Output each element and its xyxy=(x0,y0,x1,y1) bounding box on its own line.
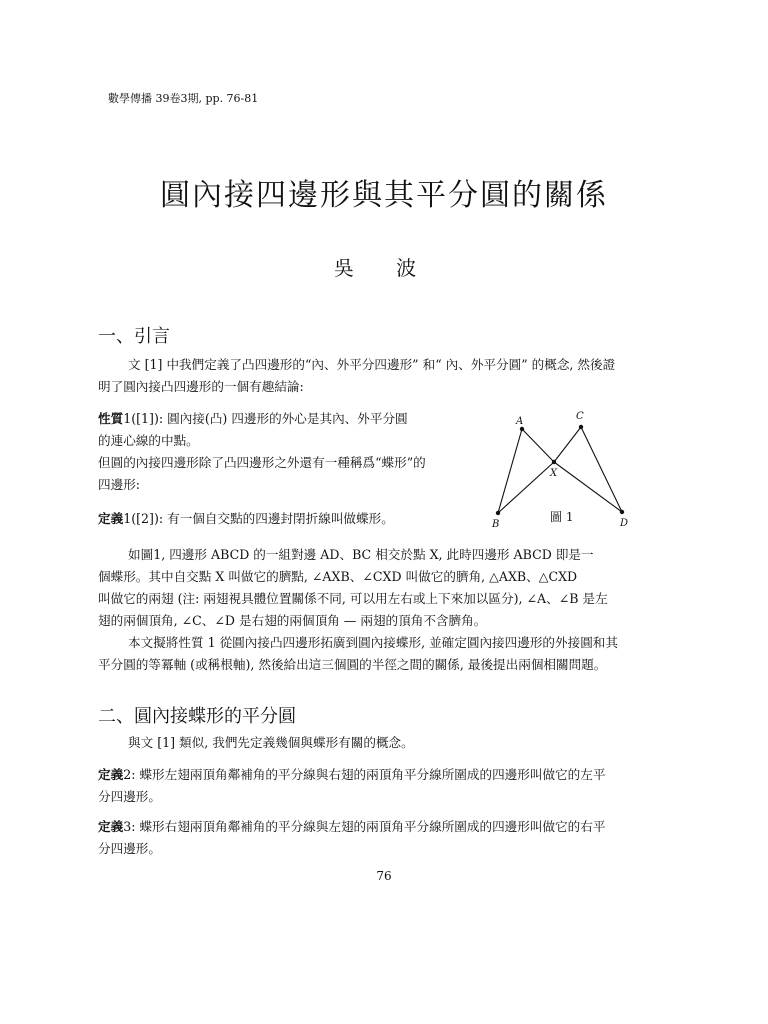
para3-line-1: 本文擬將性質 1 從圓內接凸四邊形拓廣到圓內接蝶形, 並確定圓內接四邊形的外接圓和其 xyxy=(128,635,618,650)
section-1-paragraph-3 xyxy=(98,632,618,676)
author-name: 吳 波 xyxy=(333,256,435,280)
definition-1-number: 1([2]): xyxy=(123,511,164,526)
journal-header: 數學傳播 39卷3期, pp. 76-81 xyxy=(108,92,259,105)
section-1-heading: 一、引言 xyxy=(98,326,170,347)
para2-line-3: 叫做它的兩翅 (注: 兩翅視具體位置關係不同, 可以用左右或上下來加以區分), ∠A、∠B 是左 xyxy=(98,591,608,606)
definition-3-label: 定義 xyxy=(98,819,124,834)
property-label: 性質 xyxy=(98,411,124,426)
figure-caption: 圖 1 xyxy=(550,510,574,524)
property-text-1: 圓內接(凸) 四邊形的外心是其內、外平分圓 xyxy=(163,411,408,426)
section-2-heading: 二、圓內接蝶形的平分圓 xyxy=(98,706,296,727)
label-a: A xyxy=(516,416,524,427)
definition-3-text-1: 蝶形右翅兩頂角鄰補角的平分線與左翅的兩頂角平分線所圍成的四邊形叫做它的右平 xyxy=(135,819,606,834)
property-number: 1([1]): xyxy=(123,411,164,426)
page-number: 76 xyxy=(376,869,392,883)
definition-3-text-2: 分四邊形。 xyxy=(98,841,161,856)
section-1-intro xyxy=(98,354,615,398)
definition-2-number: 2: xyxy=(123,767,136,782)
definition-1-text: 有一個自交點的四邊封閉折線叫做蝶形。 xyxy=(163,511,394,526)
definition-1 xyxy=(98,508,394,530)
label-x: X xyxy=(550,468,558,479)
section-2-intro xyxy=(98,732,414,754)
para3-line-2: 平分圓的等冪軸 (或稱根軸), 然後給出這三個圓的半徑之間的關係, 最後提出兩個相關問題。 xyxy=(98,657,607,672)
intro-line-2: 明了圓內接凸四邊形的一個有趣結論: xyxy=(98,379,304,394)
segment-bx xyxy=(498,462,554,513)
para2-line-1: 如圖1, 四邊形 ABCD 的一組對邊 AD、BC 相交於點 X, 此時四邊形 ABCD 即是一 xyxy=(128,547,594,562)
segment-xd xyxy=(554,462,622,512)
section-2-intro-text: 與文 [1] 類似, 我們先定義幾個與蝶形有關的概念。 xyxy=(128,735,414,750)
segment-xc xyxy=(554,427,581,462)
note-line-1: 但圓的內接四邊形除了凸四邊形之外還有一種稱爲“蝶形”的 xyxy=(98,455,426,470)
para2-line-4: 翅的兩個頂角, ∠C、∠D 是右翅的兩個頂角 — 兩翅的頂角不含臍角。 xyxy=(98,613,487,628)
point-c xyxy=(579,425,583,429)
point-x xyxy=(552,460,556,464)
note-line-2: 四邊形: xyxy=(98,477,141,492)
definition-2-text-2: 分四邊形。 xyxy=(98,789,161,804)
point-d xyxy=(620,510,624,514)
point-b xyxy=(496,511,500,515)
figure-1-butterfly xyxy=(484,402,644,532)
section-1-paragraph-2 xyxy=(98,544,608,632)
definition-3 xyxy=(98,816,605,860)
definition-1-label: 定義 xyxy=(98,511,124,526)
property-1 xyxy=(98,408,426,496)
point-a xyxy=(520,427,524,431)
definition-3-number: 3: xyxy=(123,819,136,834)
definition-2-label: 定義 xyxy=(98,767,124,782)
definition-2-text-1: 蝶形左翅兩頂角鄰補角的平分線與右翅的兩頂角平分線所圍成的四邊形叫做它的左平 xyxy=(135,767,606,782)
label-d: D xyxy=(620,518,629,529)
property-text-2: 的連心線的中點。 xyxy=(98,433,199,448)
segment-ax xyxy=(522,429,554,462)
label-c: C xyxy=(576,411,584,422)
definition-2 xyxy=(98,764,605,808)
intro-line-1: 文 [1] 中我們定義了凸四邊形的“內、外平分四邊形” 和“ 內、外平分圓” 的概念, 然後證 xyxy=(128,357,616,372)
para2-line-2: 個蝶形。其中自交點 X 叫做它的臍點, ∠AXB、∠CXD 叫做它的臍角, △AXB、△CXD xyxy=(98,569,578,584)
segment-cd xyxy=(581,427,622,512)
segment-ab xyxy=(498,429,522,513)
label-b: B xyxy=(492,519,500,530)
page-title: 圓內接四邊形與其平分圓的關係 xyxy=(160,178,608,213)
